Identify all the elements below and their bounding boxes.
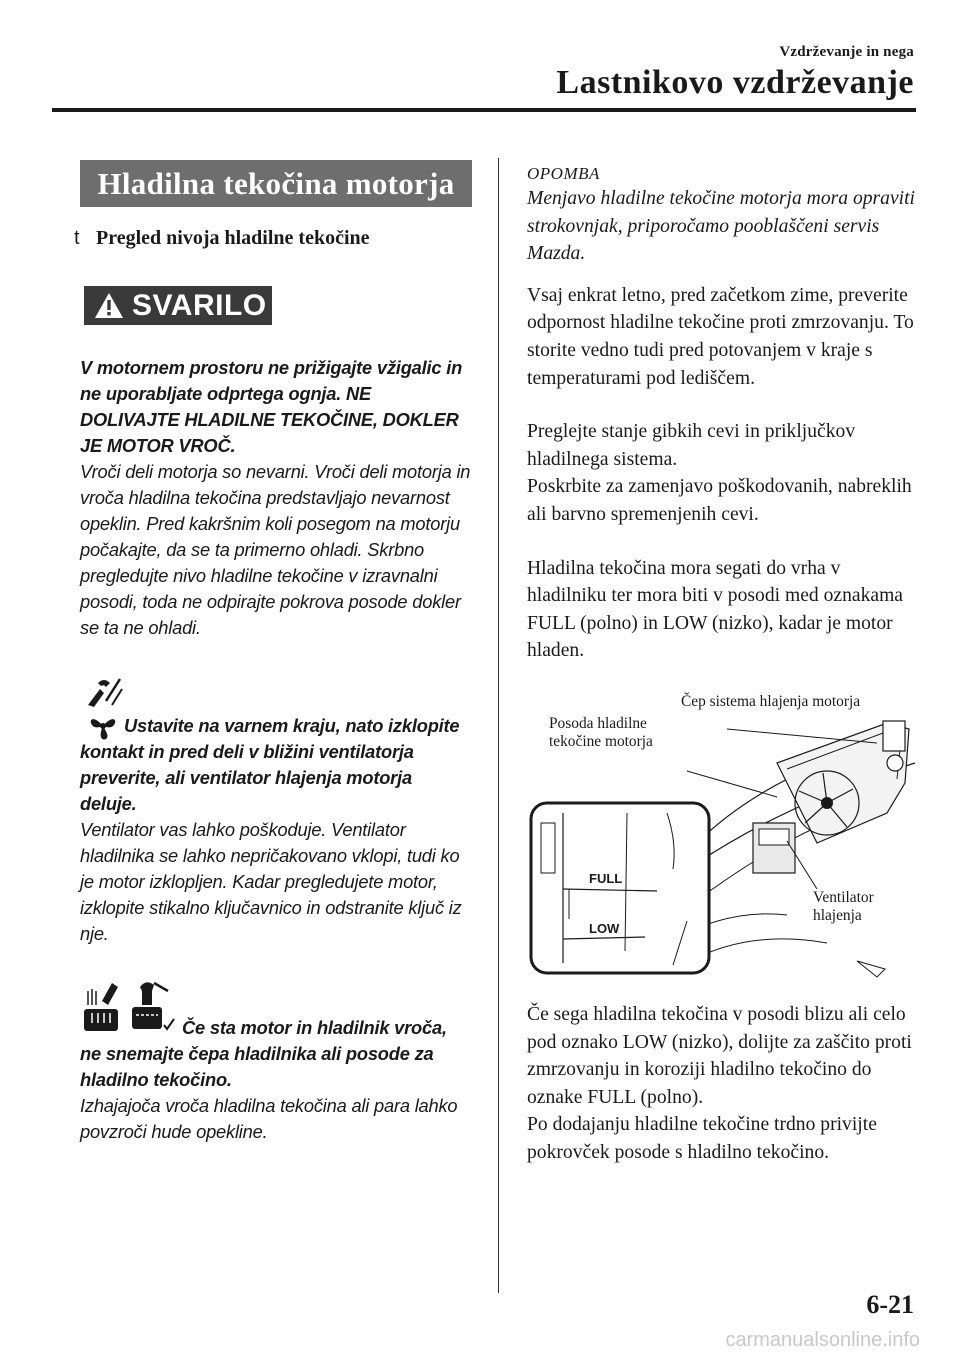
no-tools-icon <box>84 675 124 709</box>
coolant-tank-icon <box>128 977 176 1035</box>
hot-radiator-icon <box>82 977 122 1035</box>
coolant-figure <box>527 693 917 983</box>
subheading-text: Pregled nivoja hladilne tekočine <box>96 227 370 249</box>
fan-icon <box>86 711 120 741</box>
warning-fire-bold: V motornem prostoru ne prižigajte vžigalic in ne uporabljate odprtega ognja. NE DOLIVAJTE HLADILNE TEKOČINE, DOKLER JE MOTOR VROČ. <box>80 357 463 456</box>
column-divider <box>498 158 499 1293</box>
warning-hot-cap-bold: Če sta motor in hladilnik vroča, ne snemajte čepa hladilnika ali posode za hladilno tekočino. <box>80 1017 447 1090</box>
label-tank-2: tekočine motorja <box>549 732 653 750</box>
warning-fire <box>80 355 472 641</box>
fan-warning-icons <box>80 675 472 739</box>
section-banner: Hladilna tekočina motorja <box>80 160 472 207</box>
bullet-marker: t <box>74 227 80 249</box>
warning-badge <box>84 286 272 325</box>
low-mark: LOW <box>589 920 620 936</box>
note-title: OPOMBA <box>527 164 600 183</box>
paragraph-coolant-level: Hladilna tekočina mora segati do vrha v hladilniku ter mora biti v posodi med oznakama FULL (polno) in LOW (nizko), kadar je motor hladen. <box>527 557 904 662</box>
warning-hot-cap-text: Izhajajoča vroča hladilna tekočina ali para lahko povzroči hude opekline. <box>80 1095 458 1142</box>
paragraph-hoses-check: Preglejte stanje gibkih cevi in priključkov hladilnega sistema. <box>527 421 856 470</box>
label-fan-2: hlajenja <box>813 906 862 924</box>
subheading <box>74 227 472 250</box>
note-text: Menjavo hladilne tekočine motorja mora opraviti strokovnjak, priporočamo pooblaščeni servis Mazda. <box>527 188 915 265</box>
warning-fan-bold: Ustavite na varnem kraju, nato izklopite kontakt in pred deli v bližini ventilatorja preverite, ali ventilator hlajenja motorja deluje. <box>80 715 460 814</box>
warning-fire-text: Vroči deli motorja so nevarni. Vroči deli motorja in vroča hladilna tekočina predstavljajo nevarnost opeklin. Pred kakršnim koli posegom na motorju počakajte, da se ta primerno ohladi. Skrbno pregledujte nivo hladilne tekočine v izravnalni posodi, toda ne odpirajte pokrova posode dokler se ta ne ohladi. <box>80 461 471 638</box>
label-fan-1: Ventilator <box>813 888 874 906</box>
header-rule <box>52 108 916 112</box>
warning-triangle-icon <box>94 292 124 319</box>
right-column <box>527 163 917 1166</box>
full-mark: FULL <box>589 870 623 886</box>
warning-label: SVARILO <box>132 288 267 322</box>
warning-fan <box>80 713 472 947</box>
label-cap: Čep sistema hlajenja motorja <box>681 692 861 710</box>
chapter-title: Vzdrževanje in nega <box>779 44 914 60</box>
paragraph-top-up: Če sega hladilna tekočina v posodi blizu ali celo pod oznako LOW (nizko), dolijte za zaščito proti zmrzovanju in koroziji hladilno tekočino do oznake FULL (polno). <box>527 1003 912 1108</box>
section-title: Lastnikovo vzdrževanje <box>556 64 914 101</box>
page-number: 6-21 <box>866 1290 914 1319</box>
warning-fan-text: Ventilator vas lahko poškoduje. Ventilator hladilnika se lahko nepričakovano vklopi, tudi ko je motor izklopljen. Kadar pregledujete motor, izklopite stikalno ključavnico in odstranite ključ iz nje. <box>80 819 462 944</box>
paragraph-antifreeze: Vsaj enkrat letno, pred začetkom zime, preverite odpornost hladilne tekočine proti zmrzovanju. To storite vedno tudi pred potovanjem v kraje s temperaturami pod lediščem. <box>527 284 914 389</box>
left-column <box>74 160 472 1145</box>
paragraph-hoses-replace: Poskrbite za zamenjavo poškodovanih, nabreklih ali barvno spremenjenih cevi. <box>527 476 912 525</box>
watermark: carmanualsonline.info <box>725 1329 920 1351</box>
paragraph-close-cap: Po dodajanju hladilne tekočine trdno privijte pokrovček posode s hladilno tekočino. <box>527 1114 877 1163</box>
label-tank-1: Posoda hladilne <box>549 714 647 732</box>
hot-cap-icons <box>80 977 472 1035</box>
